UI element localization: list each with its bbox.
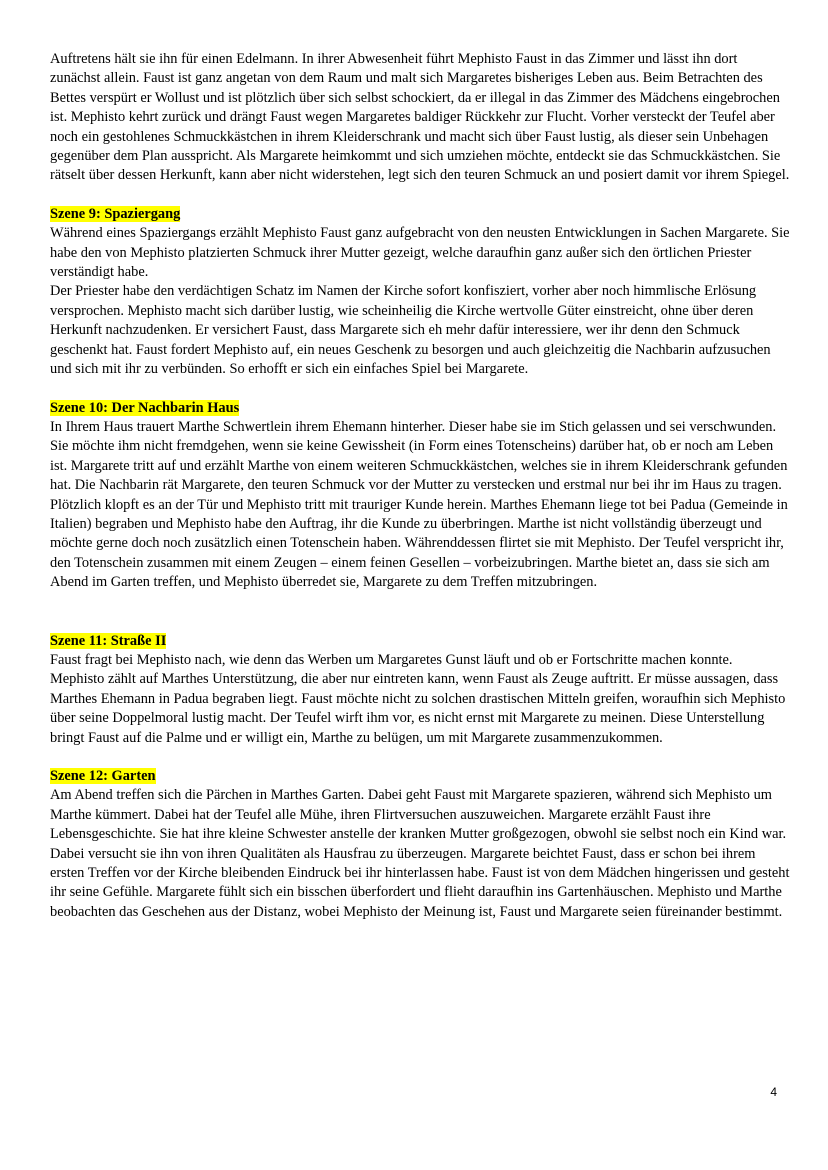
section-heading [50, 205, 790, 224]
paragraph: Der Priester habe den verdächtigen Schatz im Namen der Kirche sofort konfisziert, vorher aber noch himmlische Erlösung versprochen. Mephisto macht sich darüber lustig, wie scheinheilig die Kirche wertvolle Güter einstreicht, ohne über deren Herkunft nachzudenken. Er versichert Faust, dass Margarete sich eh mehr dafür interessiere, wer ihr denn den Schmuck geschenkt hat. Faust fordert Mephisto auf, ein neues Geschenk zu besorgen und auch gleichzeitig die Nachbarin aufzusuchen und sich mit ihr zu verbünden. So erhofft er sich ein einfaches Spiel bei Margarete. [50, 283, 771, 378]
intro-paragraph: Auftretens hält sie ihn für einen Edelmann. In ihrer Abwesenheit führt Mephisto Faust in das Zimmer und lässt ihn dort zunächst allein. Faust ist ganz angetan von dem Raum und malt sich Margaretes bisheriges Leben aus. Beim Betrachten des Bettes verspürt er Wollust und ist plötzlich über sich selbst schockiert, da er illegal in das Zimmer des Mädchens eingebrochen ist. Mephisto kehrt zurück und drängt Faust wegen Margaretes baldiger Rückkehr zur Flucht. Vorher versteckt der Teufel aber noch ein gestohlenes Schmuckkästchen in ihrem Kleiderschrank und macht sich über Faust lustig, als dieser sein Unbehagen gegenüber dem Plan ausspricht. Als Margarete heimkommt und sich umziehen möchte, entdeckt sie das Schmuckkästchen. Sie rätselt über dessen Herkunft, kann aber nicht widerstehen, legt sich den teuren Schmuck an und posiert damit vor ihrem Spiegel. [50, 51, 790, 184]
section-szene-11 [50, 632, 790, 748]
document-page [50, 50, 790, 922]
highlighted-heading: Szene 11: Straße II [50, 632, 167, 649]
highlighted-heading: Szene 12: Garten [50, 768, 156, 784]
paragraph: Während eines Spaziergangs erzählt Mephisto Faust ganz aufgebracht von den neusten Entwicklungen in Sachen Margarete. Sie habe den von Mephisto platzierten Schmuck ihrer Mutter gezeigt, welche daraufhin ganz außer sich den örtlichen Priester verständigt habe. [50, 225, 790, 281]
highlighted-heading: Szene 10: Der Nachbarin Haus [50, 399, 240, 416]
section-szene-9 [50, 205, 790, 380]
section-heading [50, 632, 790, 651]
section-heading [50, 399, 790, 418]
section-szene-12 [50, 767, 790, 922]
paragraph: Am Abend treffen sich die Pärchen in Marthes Garten. Dabei geht Faust mit Margarete spazieren, während sich Mephisto um Marthe kümmert. Dabei hat der Teufel alle Mühe, ihren Flirtversuchen auszuweichen. Margarete erzählt Faust ihre Lebensgeschichte. Sie hat ihre kleine Schwester anstelle der kranken Mutter großgezogen, obwohl sie selbst noch ein Kind war. Dabei versucht sie ihn von ihren Qualitäten als Hausfrau zu überzeugen. Margarete beichtet Faust, dass er schon bei ihrem ersten Treffen vor der Kirche bleibenden Eindruck bei ihr hinterlassen habe. Faust ist von dem Mädchen hingerissen und gesteht ihr seine Gefühle. Margarete fühlt sich ein bisschen überfordert und flieht daraufhin ins Gartenhäuschen. Mephisto und Marthe beobachten das Geschehen aus der Distanz, wobei Mephisto der Meinung ist, Faust und Margarete seien füreinander bestimmt. [50, 787, 790, 920]
section-heading [50, 767, 790, 786]
page-number: 4 [770, 1085, 777, 1099]
paragraph: Faust fragt bei Mephisto nach, wie denn das Werben um Margaretes Gunst läuft und ob er Fortschritte machen konnte. Mephisto zählt auf Marthes Unterstützung, die aber nur eintreten kann, wenn Faust als Zeuge auftritt. Er müsse aussagen, dass Marthes Ehemann in Padua begraben liegt. Faust möchte nicht zu solchen drastischen Mitteln greifen, woraufhin sich Mephisto über seine Doppelmoral lustig macht. Der Teufel wirft ihm vor, es nicht ernst mit Margarete zu meinen. Diese Unterstellung bringt Faust auf die Palme und er willigt ein, Marthe zu belügen, um mit Margarete zusammenzukommen. [50, 651, 786, 746]
section-szene-10 [50, 399, 790, 593]
paragraph: In Ihrem Haus trauert Marthe Schwertlein ihrem Ehemann hinterher. Dieser habe sie im Stich gelassen und sei verschwunden. Sie möchte ihm nicht fremdgehen, wenn sie keine Gewissheit (in Form eines Totenscheins) darüber hat, ob er noch am Leben ist. Margarete tritt auf und erzählt Marthe von einem weiteren Schmuckkästchen, welches sie in ihrem Kleiderschrank gefunden hat. Die Nachbarin rät Margarete, den teuren Schmuck vor der Mutter zu verstecken und erstmal nur bei ihr im Haus zu tragen. Plötzlich klopft es an der Tür und Mephisto tritt mit trauriger Kunde herein. Marthes Ehemann liege tot bei Padua (Gemeinde in Italien) begraben und Mephisto habe den Auftrag, ihr die Kunde zu überbringen. Marthe ist nicht vollständig überzeugt und möchte gerne doch noch zusätzlich einen Totenschein haben. Währenddessen flirtet sie mit Mephisto. Der Teufel verspricht ihr, den Totenschein zusammen mit einem Zeugen – einem feinen Gesellen – vorbeizubringen. Marthe bietet an, dass sie sich am Abend im Garten treffen, und Mephisto überredet sie, Margarete zu dem Treffen mitzubringen. [50, 418, 788, 591]
highlighted-heading: Szene 9: Spaziergang [50, 205, 181, 222]
